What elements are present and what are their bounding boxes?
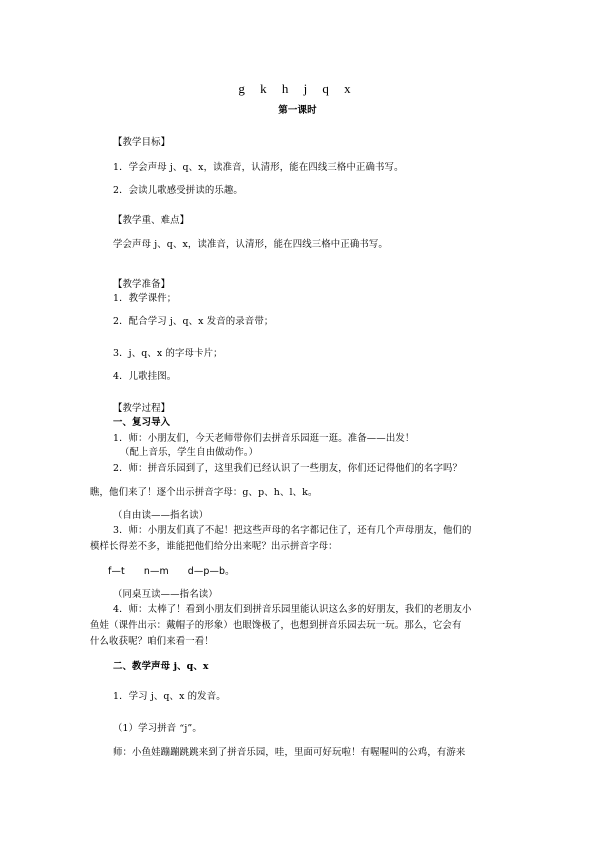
prep-item-3: 3．j、q、x 的字母卡片； [113, 348, 223, 359]
section-2-item-1: 1．学习 j、q、x 的发音。 [113, 691, 226, 702]
section-2-subitem-1: （1）学习拼音 “j”。 [113, 723, 202, 734]
process-para-3-line-1: 3．师：小朋友们真了不起！把这些声母的名字都记住了，还有几个声母朋友，他们的 [113, 525, 472, 536]
process-note-2: （自由读——指名读） [113, 510, 209, 521]
lesson-title: g k h j q x [238, 81, 357, 96]
process-heading: 【教学过程】 [113, 403, 171, 414]
process-note-1: （配上音乐，学生自由做动作。） [120, 447, 259, 458]
section-1-heading: 一、复习导入 [113, 417, 171, 428]
section-2-para: 师：小鱼娃蹦蹦跳跳来到了拼音乐园，哇，里面可好玩啦！有喔喔叫的公鸡，有游来 [113, 747, 466, 758]
prep-heading: 【教学准备】 [113, 279, 171, 290]
lesson-subtitle: 第一课时 [278, 105, 317, 116]
key-points-heading: 【教学重、难点】 [113, 215, 190, 226]
process-para-4-line-1: 4．师：太棒了！看到小朋友们到拼音乐园里能认识这么多的好朋友，我们的老朋友小 [113, 604, 472, 615]
process-para-4-line-3: 什么收获呢？咱们来看一看！ [90, 636, 214, 647]
process-para-2: 2．师：拼音乐园到了，这里我们已经认识了一些朋友，你们还记得他们的名字吗？ [113, 463, 463, 474]
prep-item-2: 2．配合学习 j、q、x 发音的录音带； [113, 316, 274, 327]
section-2-heading: 二、教学声母 j、q、x [113, 661, 209, 672]
goal-heading: 【教学目标】 [113, 137, 171, 148]
prep-item-4: 4．儿歌挂图。 [113, 371, 177, 382]
prep-item-1: 1．教学课件； [113, 293, 177, 304]
process-para-2-cont: 瞧，他们来了！逐个出示拼音字母：g、p、h、l、k。 [90, 487, 318, 498]
process-para-1: 1．师：小朋友们，今天老师带你们去拼音乐园逛一逛。准备——出发！ [113, 433, 415, 444]
process-para-4-line-2: 鱼娃（课件出示：戴帽子的形象）也眼馋极了，也想到拼音乐园去玩一玩。那么，它会有 [90, 620, 462, 631]
letter-pairs: f—t n—m d—p—b。 [108, 566, 235, 577]
process-para-3-line-2: 模样长得差不多，谁能把他们给分出来呢？出示拼音字母： [90, 541, 338, 552]
key-points-text: 学会声母 j、q、x，读准音，认清形，能在四线三格中正确书写。 [113, 239, 388, 250]
goal-item-1: 1．学会声母 j、q、x，读准音，认清形，能在四线三格中正确书写。 [113, 162, 404, 173]
process-note-3: （同桌互读——指名读） [113, 589, 218, 600]
goal-item-2: 2．会读儿歌感受拼读的乐趣。 [113, 185, 243, 196]
